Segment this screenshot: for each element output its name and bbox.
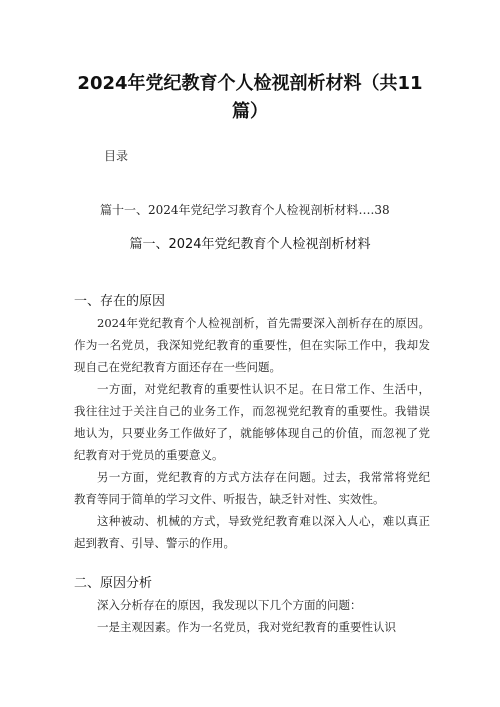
paragraph: 2024年党纪教育个人检视剖析，首先需要深入剖析存在的原因。作为一名党员，我深知党纪教育的重要性，但在实际工作中，我却发现自己在党纪教育方面还存在一些问题。	[74, 316, 430, 374]
title-line-1: 2024年党纪教育个人检视剖析材料（共11	[77, 73, 423, 94]
toc-label: 目录	[104, 149, 129, 163]
paragraph: 一方面，对党纪教育的重要性认识不足。在日常工作、生活中，我往往过于关注自己的业务工作，而忽视党纪教育的重要性。我错误地认为，只要业务工作做好了，就能够体现自己的价值，而忽视了党纪教育对于党员的重要意义。	[74, 382, 430, 462]
paragraph: 一是主观因素。作为一名党员，我对党纪教育的重要性认识	[97, 620, 396, 634]
paragraph: 深入分析存在的原因，我发现以下几个方面的问题：	[97, 598, 362, 612]
paragraph: 另一方面，党纪教育的方式方法存在问题。过去，我常常将党纪教育等同于简单的学习文件、听报告，缺乏针对性、实效性。	[74, 470, 430, 506]
toc-entry: 篇十一、2024年党纪学习教育个人检视剖析材料….38	[100, 203, 390, 217]
title-line-2: 篇）	[232, 101, 268, 122]
paragraph: 这种被动、机械的方式，导致党纪教育难以深入人心，难以真正起到教育、引导、警示的作用。	[74, 514, 430, 550]
section-heading-analysis: 二、原因分析	[74, 576, 153, 591]
section-heading-causes: 一、存在的原因	[74, 294, 166, 309]
article-subtitle: 篇一、2024年党纪教育个人检视剖析材料	[129, 237, 371, 252]
document-title	[60, 70, 440, 126]
